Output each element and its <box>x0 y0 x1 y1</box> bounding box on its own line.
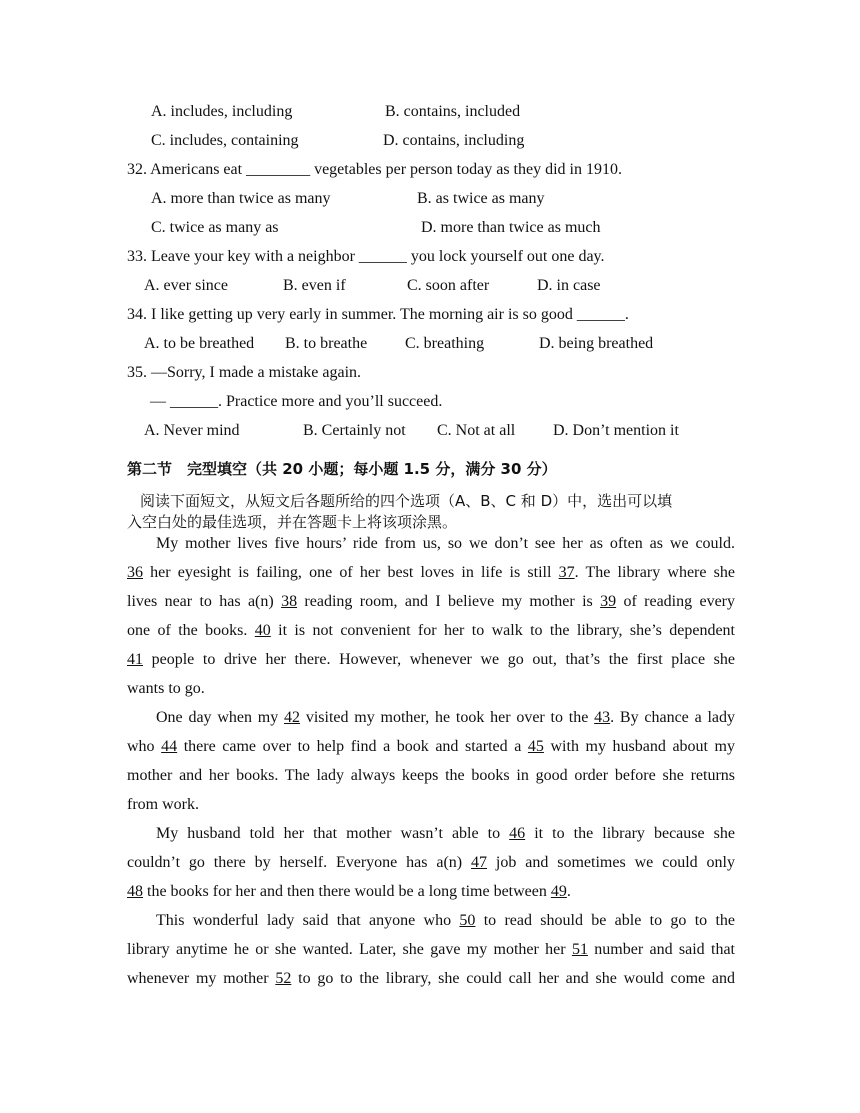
passage-text: reading room, and I believe my mother is <box>297 593 601 610</box>
passage-text: This wonderful lady said that anyone who <box>156 912 460 929</box>
passage-text: mother and her books. The lady always keeps the books in good order before she returns <box>127 767 735 784</box>
blank-number: 37 <box>558 564 575 581</box>
q35-option-b: B. Certainly not <box>303 422 406 439</box>
passage-text: who <box>127 738 162 755</box>
q32-option-c: C. twice as many as <box>151 219 279 236</box>
q34-option-b: B. to breathe <box>285 335 368 352</box>
passage-text: couldn’t go there by herself. Everyone has a(n) <box>127 854 472 871</box>
passage-text: it to the library because she <box>525 825 735 842</box>
passage-text: . The library where she <box>574 564 735 581</box>
blank-number: 47 <box>471 854 488 871</box>
blank-number: 39 <box>600 593 617 610</box>
passage-text: of reading every <box>616 593 736 610</box>
q33-option-b: B. even if <box>283 277 346 294</box>
q32-stem: 32. Americans eat ________ vegetables per person today as they did in 1910. <box>127 161 622 178</box>
blank-number: 49 <box>550 883 567 900</box>
blank-number: 50 <box>459 912 476 929</box>
q31-option-b: B. contains, included <box>385 103 521 120</box>
passage-text: to read should be able to go to the <box>475 912 735 929</box>
passage-text: there came over to help find a book and started a <box>177 738 528 755</box>
passage-text: job and sometimes we could only <box>487 854 735 871</box>
q34-option-c: C. breathing <box>405 335 485 352</box>
blank-number: 41 <box>127 651 143 668</box>
passage-text: wants to go. <box>127 680 205 697</box>
passage-line <box>127 940 735 960</box>
passage-line <box>127 853 735 873</box>
passage-text: My mother lives five hours’ ride from us, so we don’t see her as often as we could. <box>156 535 735 552</box>
passage-text: the books for her and then there would be a long time between <box>143 883 551 900</box>
q31-option-a: A. includes, including <box>151 103 293 120</box>
passage-text: lives near to has a(n) <box>127 593 282 610</box>
passage-line <box>127 737 735 757</box>
q32-option-a: A. more than twice as many <box>151 190 331 207</box>
passage-line <box>127 563 735 583</box>
passage-line <box>127 911 735 931</box>
passage-line <box>127 824 735 844</box>
section-instructions-line2: 入空白处的最佳选项，并在答题卡上将该项涂黑。 <box>127 513 458 531</box>
q35-option-a: A. Never mind <box>144 422 240 439</box>
q31-option-c: C. includes, containing <box>151 132 299 149</box>
blank-number: 52 <box>275 970 292 987</box>
passage-text: My husband told her that mother wasn’t able to <box>156 825 510 842</box>
blank-number: 42 <box>284 709 301 726</box>
passage-text: one of the books. <box>127 622 255 639</box>
passage-line <box>127 795 199 815</box>
blank-number: 44 <box>161 738 178 755</box>
q32-option-b: B. as twice as many <box>417 190 545 207</box>
section-instructions-line1: 阅读下面短文，从短文后各题所给的四个选项（A、B、C 和 D）中，选出可以填 <box>140 492 673 510</box>
passage-text: visited my mother, he took her over to the <box>300 709 595 726</box>
passage-line <box>127 969 735 989</box>
blank-number: 38 <box>281 593 298 610</box>
passage-text: One day when my <box>156 709 285 726</box>
passage-text: with my husband about my <box>543 738 736 755</box>
passage-text: library anytime he or she wanted. Later, she gave my mother her <box>127 941 572 958</box>
q35-option-c: C. Not at all <box>437 422 516 439</box>
passage-line <box>127 592 735 612</box>
passage-line <box>127 882 571 902</box>
q33-option-d: D. in case <box>537 277 601 294</box>
passage-text: it is not convenient for her to walk to the library, she’s dependent <box>270 622 736 639</box>
q33-option-c: C. soon after <box>407 277 490 294</box>
passage-line <box>127 650 735 670</box>
passage-text: whenever my mother <box>127 970 276 987</box>
blank-number: 40 <box>254 622 271 639</box>
passage-text: people to drive her there. However, whenever we go out, that’s the first place she <box>143 651 735 668</box>
passage-line <box>127 679 205 699</box>
passage-line <box>127 708 735 728</box>
blank-number: 45 <box>527 738 544 755</box>
passage-text: . By chance a lady <box>610 709 736 726</box>
q33-option-a: A. ever since <box>144 277 228 294</box>
passage-text: number and said that <box>587 941 735 958</box>
q35-option-d: D. Don’t mention it <box>553 422 679 439</box>
passage-line <box>127 766 735 786</box>
blank-number: 43 <box>594 709 611 726</box>
q35-stem-line1: 35. —Sorry, I made a mistake again. <box>127 364 362 381</box>
q34-stem: 34. I like getting up very early in summer. The morning air is so good ______. <box>127 306 629 323</box>
passage-text: . <box>566 883 571 900</box>
blank-number: 51 <box>571 941 588 958</box>
passage-text: to go to the library, she could call her and she would come and <box>291 970 736 987</box>
passage-line <box>127 534 735 554</box>
section-heading: 第二节 完型填空（共 20 小题；每小题 1.5 分，满分 30 分） <box>127 460 557 478</box>
blank-number: 48 <box>127 883 143 900</box>
q31-option-d: D. contains, including <box>383 132 525 149</box>
q35-stem-line2: — ______. Practice more and you’ll succeed. <box>150 393 443 410</box>
passage-line <box>127 621 735 641</box>
q33-stem: 33. Leave your key with a neighbor ______ you lock yourself out one day. <box>127 248 605 265</box>
passage-text: from work. <box>127 796 199 813</box>
q34-option-d: D. being breathed <box>539 335 654 352</box>
blank-number: 36 <box>127 564 143 581</box>
q34-option-a: A. to be breathed <box>144 335 255 352</box>
blank-number: 46 <box>509 825 526 842</box>
q32-option-d: D. more than twice as much <box>421 219 601 236</box>
passage-text: her eyesight is failing, one of her best loves in life is still <box>143 564 559 581</box>
